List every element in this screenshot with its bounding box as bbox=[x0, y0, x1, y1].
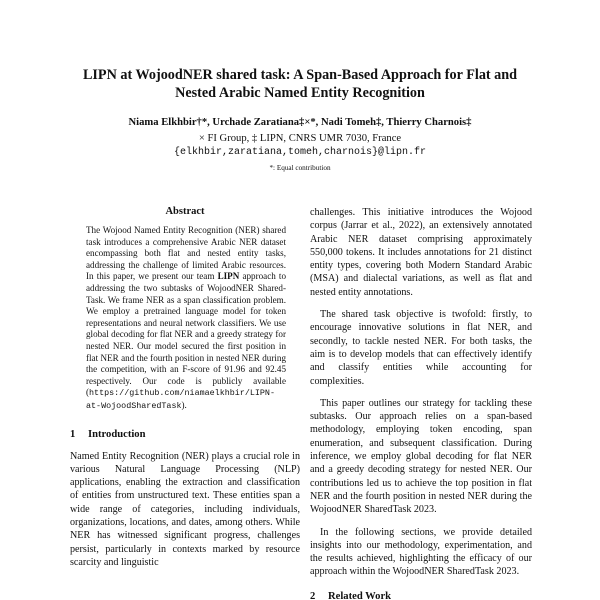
section-heading-introduction bbox=[70, 429, 300, 440]
paper-title-line-1: LIPN at WojoodNER shared task: A Span-Based Approach for Flat and bbox=[82, 67, 518, 83]
equal-contribution-note: *: Equal contribution bbox=[269, 164, 331, 172]
paper-title-line-2: Nested Arabic Named Entity Recognition bbox=[175, 85, 425, 101]
team-name: LIPN bbox=[217, 271, 240, 282]
affiliation: × FI Group, ‡ LIPN, CNRS UMR 7030, France bbox=[198, 133, 402, 144]
section-number: 1 bbox=[70, 428, 76, 440]
abstract-text-2: approach to addressing the two subtasks of WojoodNER Shared-Task. We frame NER as a span classification problem. We employ a pretrained language model for token representations and neural network classifiers. We use global decoding for flat NER and a greedy strategy for nested NER. Our model secured the first position in flat NER and the fourth position in nested NER during the competition, with an F-score of 91.96 and 92.45 respectively. Our code is publicly available ( bbox=[86, 271, 287, 398]
paragraph-outline: In the following sections, we provide detailed insights into our methodology, experimentation, and the results achieved, highlighting the efficacy of our approach within the WojoodNER SharedTask 2023. bbox=[310, 526, 532, 578]
author-emails: {elkhbir,zaratiana,tomeh,charnois}@lipn.fr bbox=[173, 147, 427, 158]
section-title: Introduction bbox=[88, 428, 146, 440]
abstract-text-3: ). bbox=[181, 399, 187, 410]
section-number: 2 bbox=[310, 590, 316, 600]
section-heading-related-work bbox=[310, 591, 532, 600]
paragraph-strategy: This paper outlines our strategy for tackling these subtasks. Our approach relies on a span-based methodology, employing token encoding, span enumeration, and subsequent classification. During inference, we employ global decoding for flat NER and a greedy decoding strategy for nested NER. Our contributions led us to achieve the top position in flat NER and the fourth position in nested NER during the WojoodNER SharedTask 2023. bbox=[310, 397, 532, 516]
paragraph-task-objective: The shared task objective is twofold: firstly, to encourage innovative solutions in flat NER, and secondly, to tackle nested NER. For both tasks, the aim is to develop models that can effectively identify and classify entities while accounting for complexities. bbox=[310, 309, 532, 387]
abstract-body bbox=[86, 225, 286, 413]
abstract-text-1: The Wojood Named Entity Recognition (NER) shared task introduces a comprehensive Arabic NER dataset encompassing both flat and nested entity tasks, addressing the challenge of limited Arabic resources. In this paper, we present our team bbox=[86, 225, 286, 282]
section-title: Related Work bbox=[328, 590, 392, 600]
abstract-heading: Abstract bbox=[165, 206, 205, 217]
author-list: Niama Elkhbir†*, Urchade Zaratiana‡×*, Nadi Tomeh‡, Thierry Charnois‡ bbox=[128, 117, 472, 128]
intro-paragraph-1: Named Entity Recognition (NER) plays a crucial role in various Natural Language Processing (NLP) applications, enabling the extraction and classification of entities from unstructured text. These entities span a wide range of categories, including individuals, organizations, locations, and dates, among others. While NER has witnessed significant progress, challenges persist, particularly in contexts marked by resource scarcity and linguistic bbox=[70, 450, 300, 568]
paragraph-wojood-corpus: challenges. This initiative introduces the Wojood corpus (Jarrar et al., 2022), an extensively annotated Arabic NER dataset comprising approximately 550,000 tokens. It includes annotations for 21 distinct entity types, covering both Modern Standard Arabic (MSA) and dialectal variations, as well as flat and nested entity annotations. bbox=[310, 207, 532, 298]
left-column bbox=[70, 206, 300, 600]
paper-title bbox=[40, 66, 560, 102]
code-link[interactable]: https://github.com/niamaelkhbir/LIPN-at-WojoodSharedTask bbox=[86, 388, 275, 411]
right-column bbox=[310, 206, 532, 600]
